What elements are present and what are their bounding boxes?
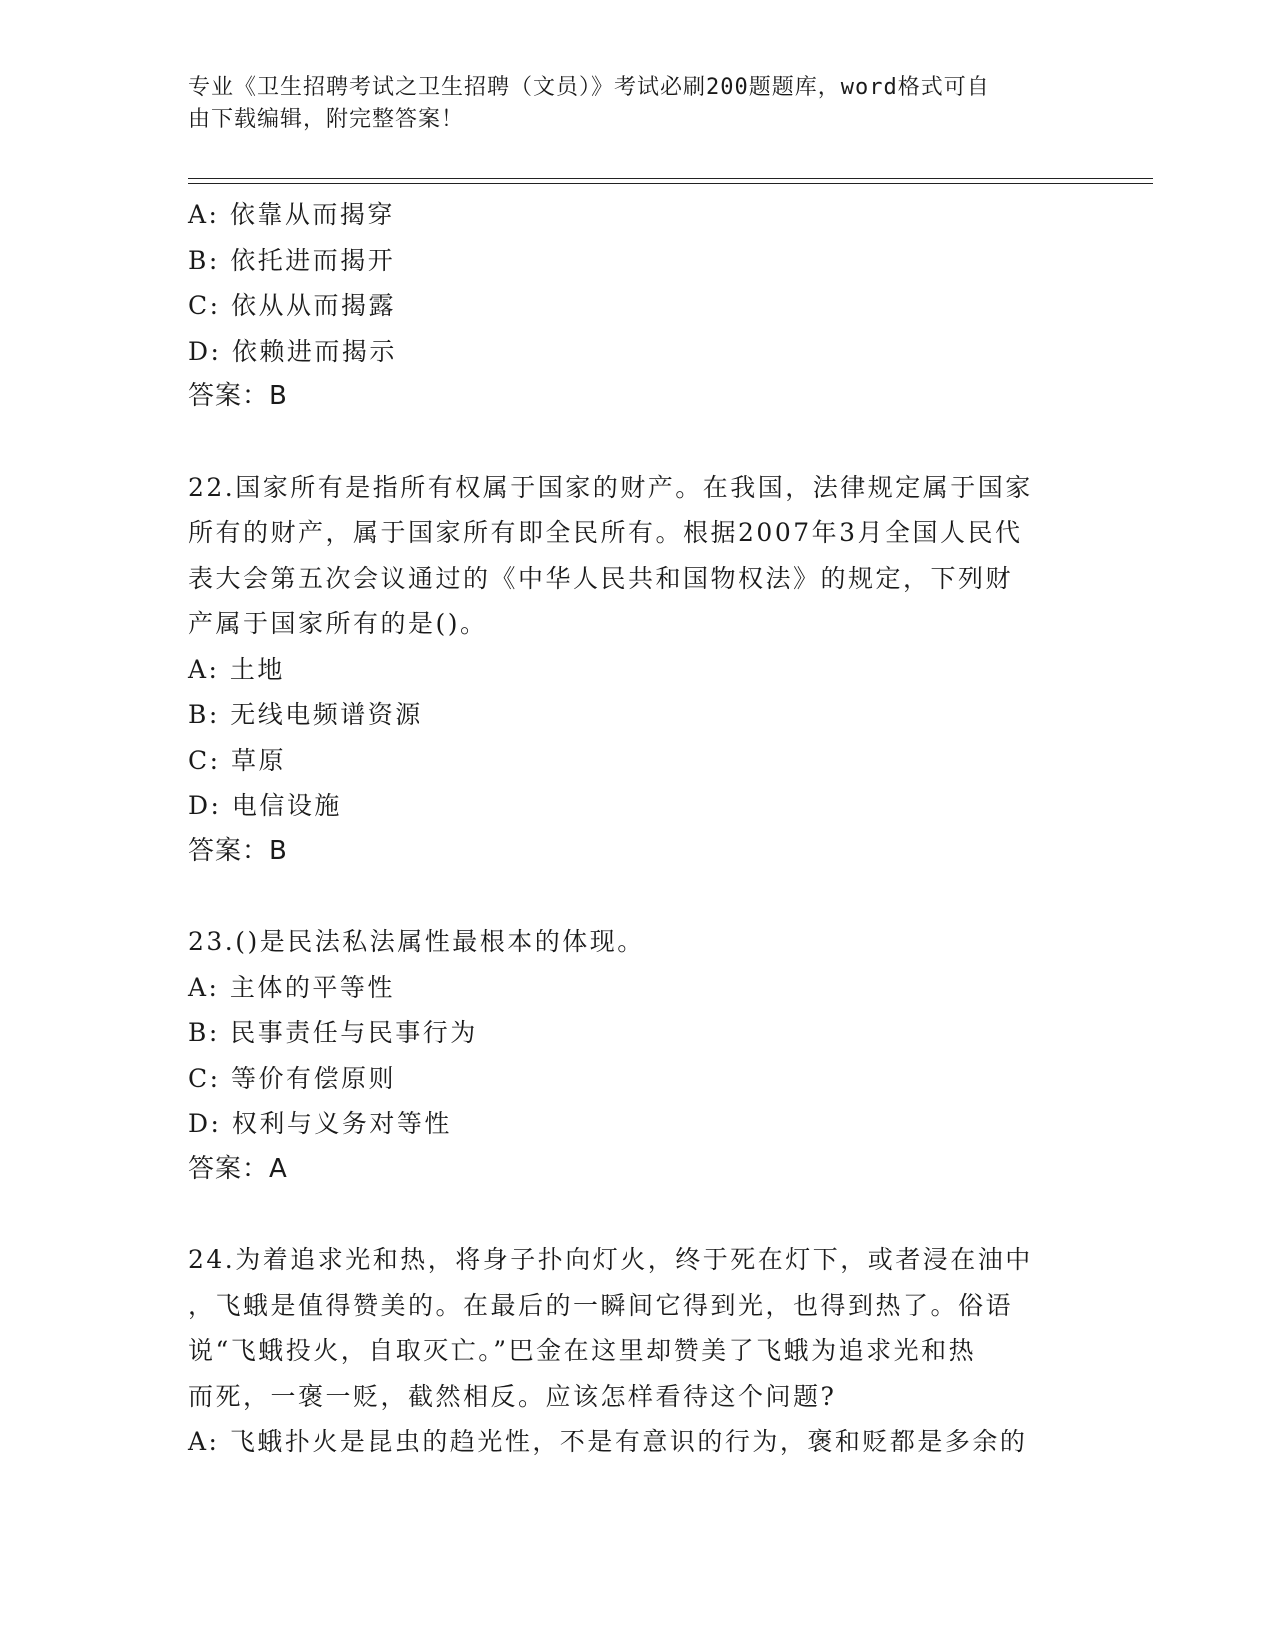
- question-text-line: 说“飞蛾投火，自取灭亡。”巴金在这里却赞美了飞蛾为追求光和热: [188, 1336, 977, 1365]
- question-21: [188, 192, 1088, 420]
- option-b: B: 依托进而揭开: [188, 245, 396, 275]
- option-c: C: 依从从而揭露: [188, 291, 396, 320]
- option-d: D: 电信设施: [188, 791, 342, 820]
- question-text-line: 23.()是民法私法属性最根本的体现。: [188, 927, 645, 956]
- question-24: [188, 1237, 1088, 1465]
- option-c: C: 等价有偿原则: [188, 1063, 396, 1093]
- option-b: B: 无线电频谱资源: [188, 700, 423, 729]
- question-text-line: 22.国家所有是指所有权属于国家的财产。在我国，法律规定属于国家: [188, 472, 1033, 502]
- option-a: A: 依靠从而揭穿: [188, 200, 395, 229]
- question-text: [188, 919, 1088, 965]
- spacer: [188, 420, 1088, 465]
- question-text-line: ，飞蛾是值得赞美的。在最后的一瞬间它得到光，也得到热了。俗语: [188, 1290, 1014, 1320]
- option-a: A: 飞蛾扑火是昆虫的趋光性，不是有意识的行为，褒和贬都是多余的: [188, 1427, 1028, 1456]
- question-text-line: 所有的财产，属于国家所有即全民所有。根据2007年3月全国人民代: [188, 518, 1023, 547]
- option-c: C: 草原: [188, 745, 286, 775]
- answer-line: 答案：B: [188, 381, 288, 411]
- header-line-1: 专业《卫生招聘考试之卫生招聘（文员）》考试必刷200题题库，word格式可自: [188, 75, 990, 100]
- question-text-line: 产属于国家所有的是()。: [188, 609, 488, 638]
- question-text-line: 表大会第五次会议通过的《中华人民共和国物权法》的规定，下列财: [188, 563, 1014, 593]
- question-content: [188, 192, 1088, 1465]
- question-23: [188, 919, 1088, 1192]
- question-22: [188, 465, 1088, 875]
- page-header: [188, 72, 1068, 136]
- answer-line: 答案：B: [188, 835, 288, 866]
- header-rule-bottom: [188, 183, 1153, 184]
- question-text: [188, 465, 1088, 647]
- question-text: [188, 1237, 1088, 1419]
- option-a: A: 主体的平等性: [188, 972, 395, 1002]
- header-line-2: 由下载编辑，附完整答案！: [188, 107, 465, 132]
- option-b: B: 民事责任与民事行为: [188, 1018, 478, 1047]
- question-text-line: 而死，一褒一贬，截然相反。应该怎样看待这个问题?: [188, 1381, 837, 1411]
- header-rule-top: [188, 178, 1153, 179]
- option-d: D: 权利与义务对等性: [188, 1109, 452, 1138]
- option-a: A: 土地: [188, 654, 285, 684]
- spacer: [188, 874, 1088, 919]
- option-d: D: 依赖进而揭示: [188, 336, 397, 366]
- spacer: [188, 1192, 1088, 1237]
- question-text-line: 24.为着追求光和热，将身子扑向灯火，终于死在灯下，或者浸在油中: [188, 1245, 1033, 1274]
- answer-line: 答案：A: [188, 1153, 288, 1184]
